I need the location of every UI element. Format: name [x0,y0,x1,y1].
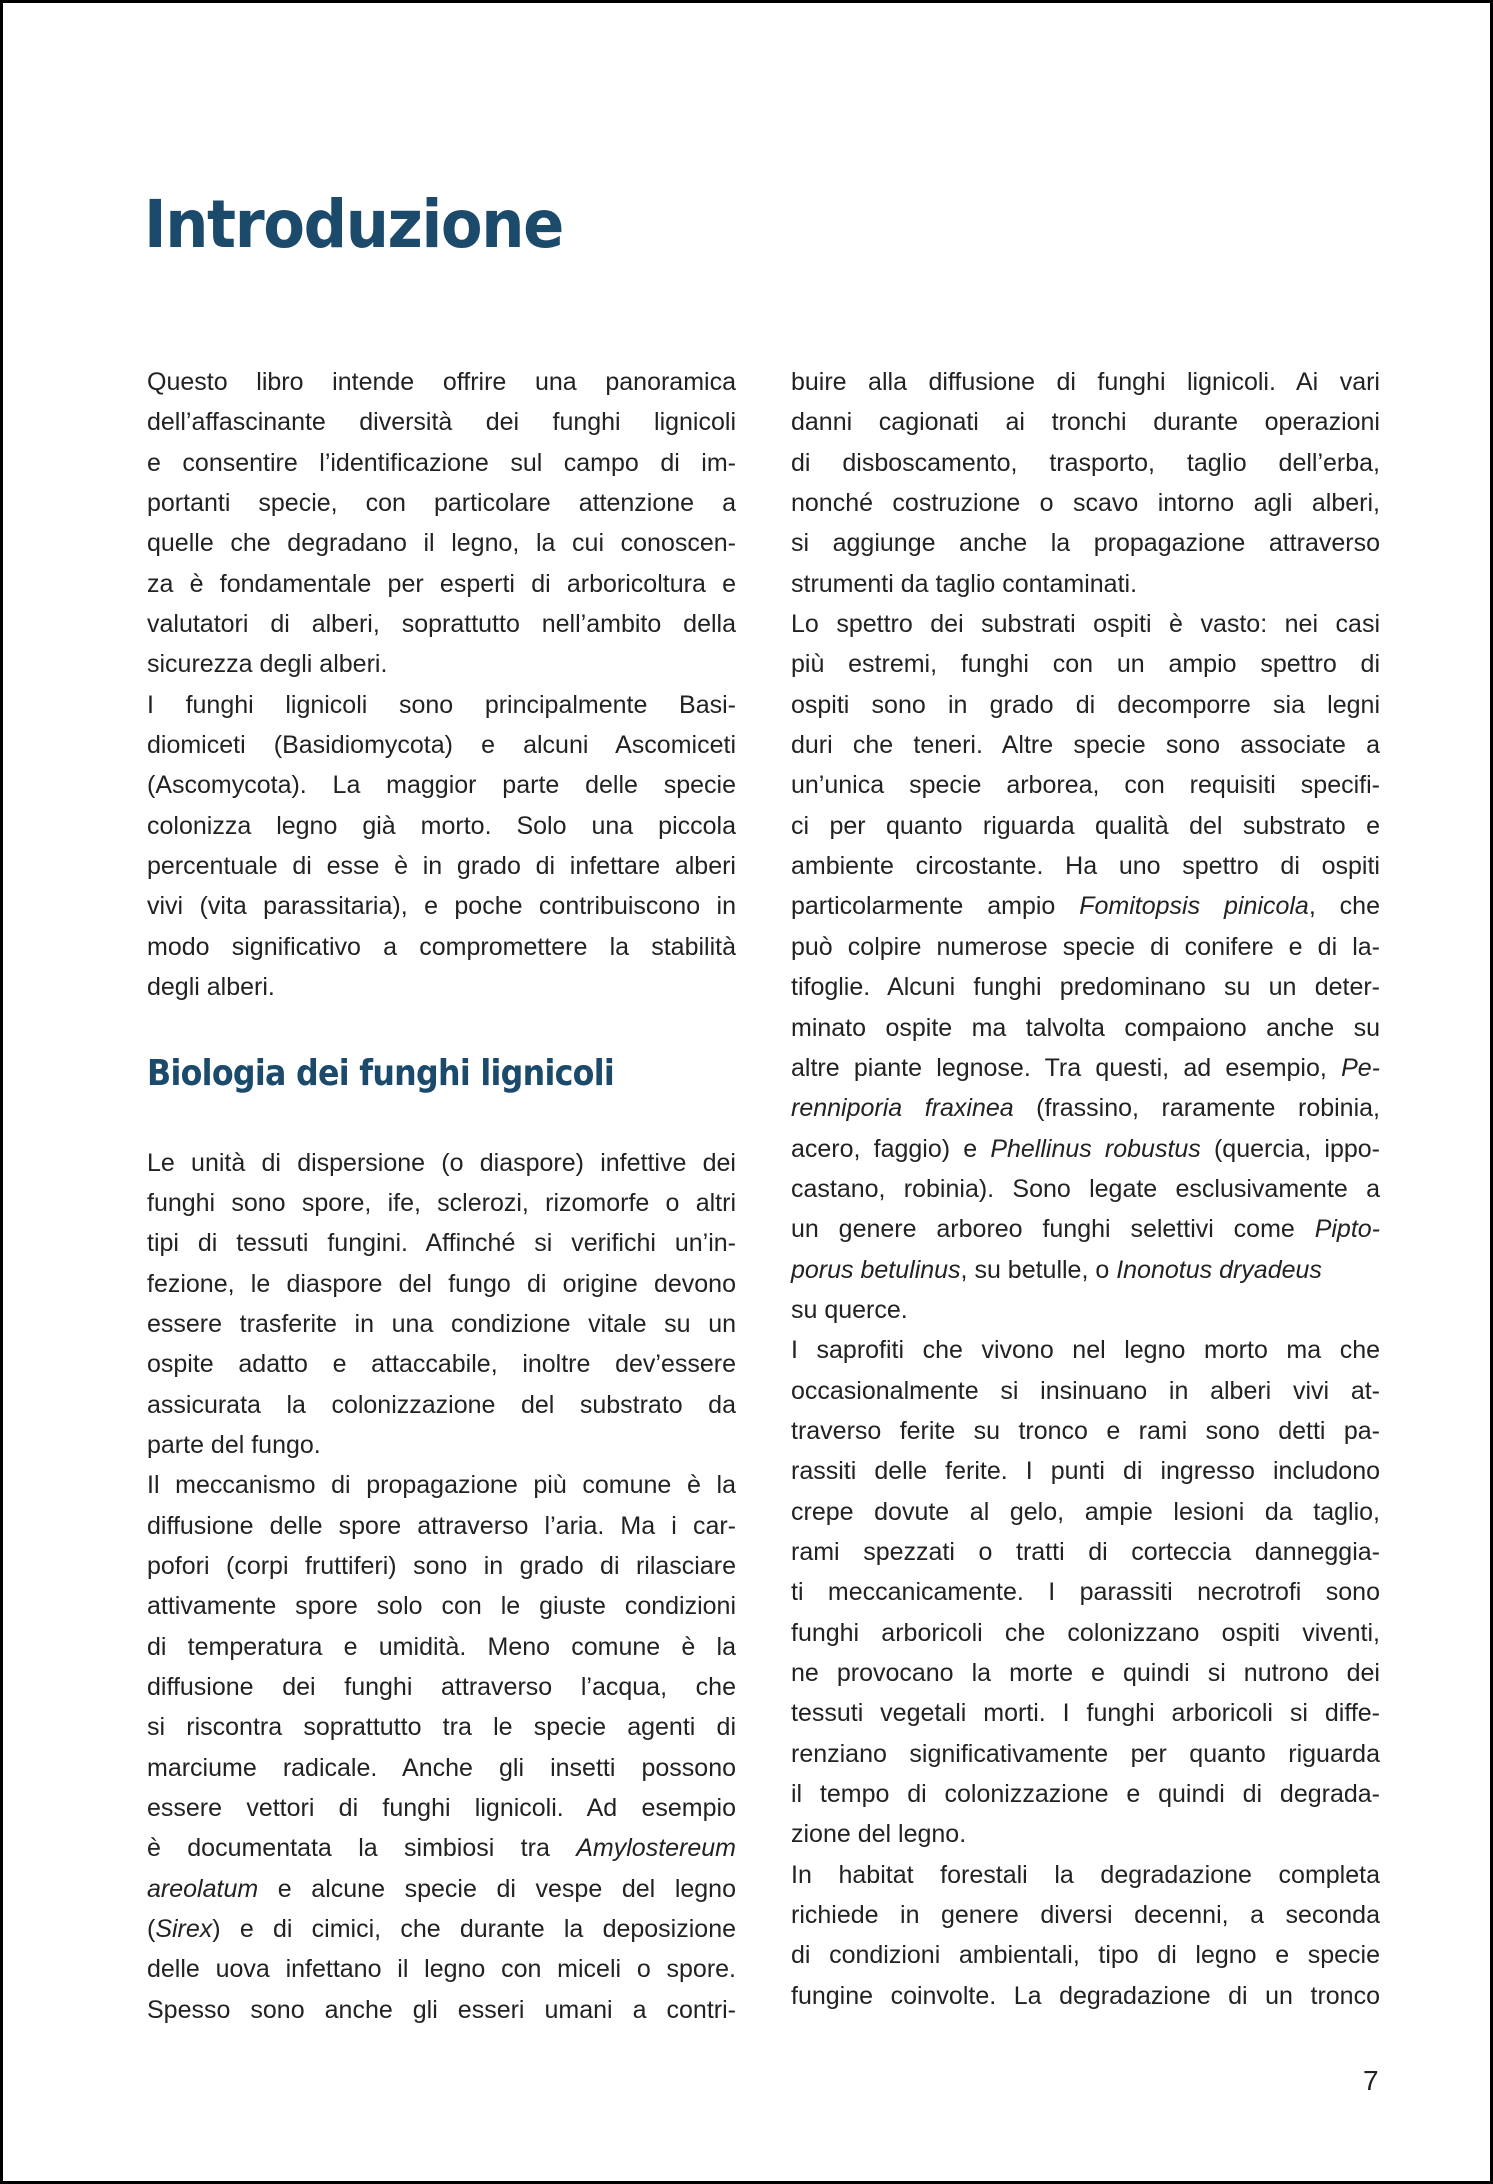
text-segment: (quercia, ippo- [1200,1134,1380,1163]
species-name: Amylostereum [576,1834,736,1863]
text-line: Il meccanismo di propagazione più comune è la [147,1471,736,1500]
text-line: tessuti vegetali morti. I funghi arboricoli si diffe- [791,1699,1380,1728]
text-line [791,1088,1380,1128]
text-line: essere trasferite in una condizione vitale su un [147,1309,736,1338]
text-line: richiede in genere diversi decenni, a seconda [791,1901,1380,1930]
text-line: essere vettori di funghi lignicoli. Ad esempio [147,1794,736,1822]
text-line: di temperatura e umidità. Meno comune è la [147,1632,736,1661]
species-name: Phellinus robustus [990,1134,1201,1163]
section-heading [147,1008,736,1143]
paragraph [147,1465,736,2030]
text-line: e consentire l’identificazione sul campo di im- [147,448,736,477]
text-segment: è documentata la simbiosi tra [147,1834,577,1863]
species-name: Pipto- [1314,1215,1380,1244]
text-line: diffusione delle spore attraverso l’aria. Ma i car- [147,1511,736,1540]
section-heading-text: Biologia dei funghi lignicoli [147,1052,615,1094]
text-line: modo significativo a compromettere la stabilità [147,932,736,961]
text-line: il tempo di colonizzazione e quindi di degrada- [791,1780,1380,1809]
text-line: ci per quanto riguarda qualità del substrato e [791,811,1380,840]
text-line: funghi sono spore, ife, sclerozi, rizomorfe o altri [147,1188,736,1217]
left-column [147,362,736,2030]
text-line [791,1250,1380,1290]
text-line [791,886,1380,926]
text-line: portanti specie, con particolare attenzione a [147,489,736,518]
paragraph [147,362,736,685]
text-line: renziano significativamente per quanto riguarda [791,1739,1380,1768]
text-line: percentuale di esse è in grado di infettare alberi [147,852,736,881]
intro-paragraphs [147,362,736,1008]
text-line: Questo libro intende offrire una panoramica [147,368,736,396]
paragraph [791,1855,1380,2016]
text-line: danni cagionati ai tronchi durante operazioni [791,408,1380,437]
text-segment: un genere arboreo funghi selettivi come [791,1215,1315,1244]
text-line [147,1828,736,1868]
right-paragraphs [791,362,1380,2016]
text-segment: , su betulle, o [960,1255,1117,1284]
species-name: Sirex [155,1915,213,1944]
text-line: quelle che degradano il legno, la cui conoscen- [147,529,736,558]
text-line: rassiti delle ferite. I punti di ingresso includono [791,1457,1380,1486]
text-line: diomiceti (Basidiomycota) e alcuni Ascomiceti [147,731,736,760]
text-line: I funghi lignicoli sono principalmente Basi- [147,690,736,719]
text-line: zione del legno. [791,1820,967,1849]
page-title: Introduzione [144,186,563,263]
text-segment: (frassino, raramente robinia, [1013,1094,1380,1123]
text-line: nonché costruzione o scavo intorno agli alberi, [791,489,1380,518]
text-line: parte del fungo. [147,1430,321,1459]
paragraph [791,604,1380,1330]
text-line: di condizioni ambientali, tipo di legno e specie [791,1941,1380,1970]
species-name: renniporia fraxinea [791,1094,1014,1123]
text-line: fezione, le diaspore del fungo di origine devono [147,1269,736,1298]
text-segment: , che [1308,892,1380,921]
text-line: ospite adatto e attaccabile, inoltre dev’essere [147,1350,736,1379]
species-name: porus betulinus [791,1255,961,1284]
text-line: diffusione dei funghi attraverso l’acqua, che [147,1672,736,1701]
text-line: colonizza legno già morto. Solo una piccola [147,811,736,840]
species-name: areolatum [147,1874,259,1903]
text-line: ti meccanicamente. I parassiti necrotrofi sono [791,1578,1380,1607]
text-line: castano, robinia). Sono legate esclusivamente a [791,1174,1380,1203]
text-line [791,1209,1380,1249]
text-line [791,1048,1380,1088]
text-line: vivi (vita parassitaria), e poche contribuiscono in [147,892,736,921]
text-line: strumenti da taglio contaminati. [791,569,1138,598]
text-line [147,1909,736,1949]
species-name: Pe- [1341,1053,1380,1082]
text-line: tipi di tessuti fungini. Affinché si verifichi un’in- [147,1229,736,1258]
text-line: (Ascomycota). La maggior parte delle specie [147,771,736,800]
text-line: rami spezzati o tratti di corteccia danneggia- [791,1537,1380,1566]
text-line: delle uova infettano il legno con miceli o spore. [147,1955,736,1984]
text-line: funghi arboricoli che colonizzano ospiti viventi, [791,1618,1380,1647]
section-paragraphs [147,1143,736,2031]
text-line: su querce. [791,1295,908,1324]
text-line: ne provocano la morte e quindi si nutrono dei [791,1659,1380,1687]
text-line: si aggiunge anche la propagazione attraverso [791,529,1380,558]
text-line [791,1129,1380,1169]
text-line: tifoglie. Alcuni funghi predominano su un deter- [791,973,1380,1002]
text-line: occasionalmente si insinuano in alberi vivi at- [791,1376,1380,1405]
text-line: fungine coinvolte. La degradazione di un tronco [791,1981,1380,2010]
paragraph [147,685,736,1008]
text-line: Lo spettro dei substrati ospiti è vasto: nei casi [791,610,1380,639]
text-line: più estremi, funghi con un ampio spettro di [791,650,1380,679]
text-line: minato ospite ma talvolta compaiono anche su [791,1013,1380,1042]
paragraph [791,362,1380,604]
text-line: assicurata la colonizzazione del substrato da [147,1390,736,1419]
text-segment: ) e di cimici, che durante la deposizione [212,1915,736,1944]
paragraph [791,1330,1380,1854]
text-line: marciume radicale. Anche gli insetti possono [147,1753,736,1782]
text-line: Spesso sono anche gli esseri umani a contri- [147,1995,736,2024]
species-name: Fomitopsis pinicola [1079,892,1309,921]
text-line: za è fondamentale per esperti di arboricoltura e [147,569,736,598]
text-segment: e alcune specie di vespe del legno [258,1874,736,1903]
text-line: di disboscamento, trasporto, taglio dell’erba, [791,448,1380,477]
text-line: si riscontra soprattutto tra le specie agenti di [147,1713,736,1742]
paragraph [147,1143,736,1466]
text-line: pofori (corpi fruttiferi) sono in grado di rilasciare [147,1551,736,1580]
right-column [791,362,1380,2016]
text-line: In habitat forestali la degradazione completa [791,1860,1380,1889]
text-line: I saprofiti che vivono nel legno morto ma che [791,1336,1380,1365]
text-line [147,1869,736,1909]
text-line: buire alla diffusione di funghi lignicoli. Ai vari [791,368,1380,396]
text-line: sicurezza degli alberi. [147,650,388,679]
text-segment: ( [147,1915,156,1944]
text-line: attivamente spore solo con le giuste condizioni [147,1592,736,1621]
text-line: ospiti sono in grado di decomporre sia legni [791,690,1380,719]
text-line: ambiente circostante. Ha uno spettro di ospiti [791,852,1380,881]
text-line: traverso ferite su tronco e rami sono detti pa- [791,1416,1380,1445]
text-segment: altre piante legnose. Tra questi, ad esempio, [791,1053,1342,1082]
species-name: Inonotus dryadeus [1116,1255,1322,1284]
text-line: dell’affascinante diversità dei funghi lignicoli [147,408,736,437]
text-line: valutatori di alberi, soprattutto nell’ambito della [147,610,736,639]
text-line: un’unica specie arborea, con requisiti specifi- [791,771,1380,800]
text-line: degli alberi. [147,973,275,1002]
text-line: può colpire numerose specie di conifere e di la- [791,932,1380,961]
text-line: Le unità di dispersione (o diaspore) infettive dei [147,1148,736,1177]
text-segment: particolarmente ampio [791,892,1080,921]
text-line: duri che teneri. Altre specie sono associate a [791,731,1380,760]
text-line: crepe dovute al gelo, ampie lesioni da taglio, [791,1497,1380,1526]
page-number: 7 [1363,2065,1379,2096]
text-segment: acero, faggio) e [791,1134,991,1163]
